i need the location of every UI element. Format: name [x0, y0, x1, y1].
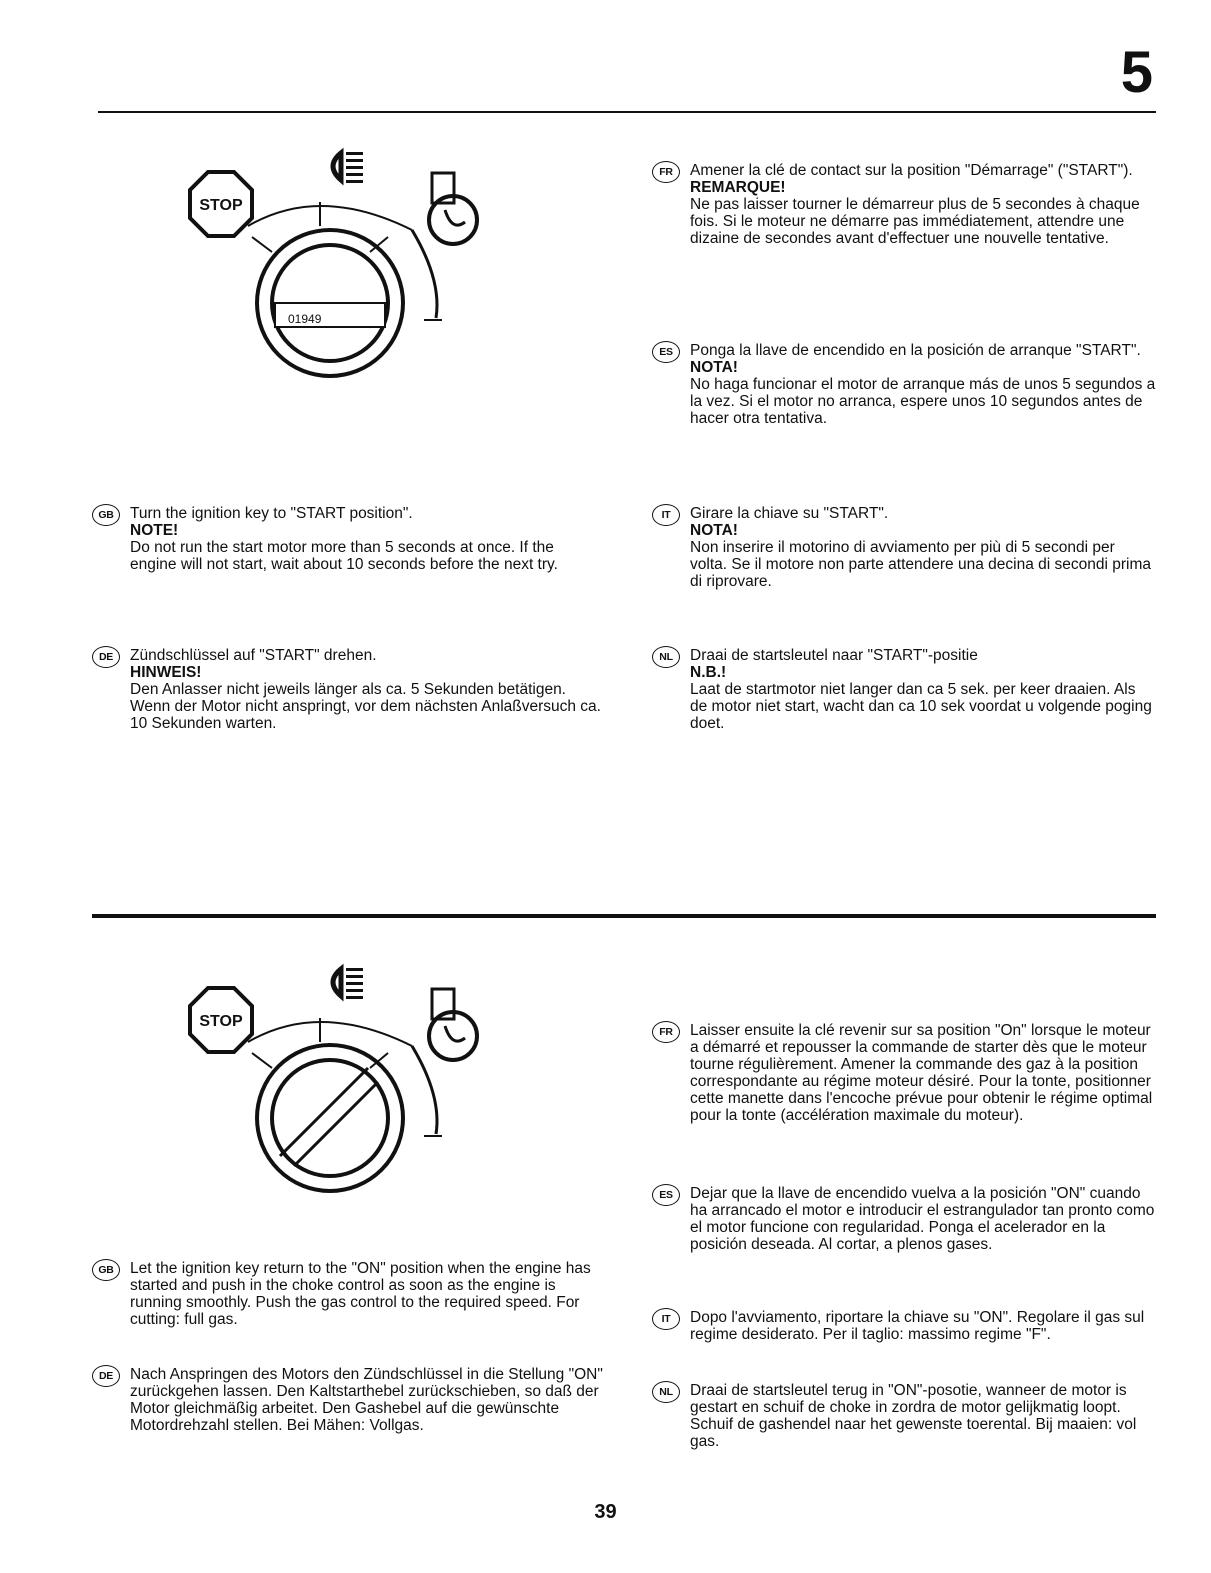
- engine-start-icon: [429, 989, 477, 1060]
- de-instruction: Zündschlüssel auf "START" drehen.: [130, 647, 377, 664]
- lang-badge-nl: NL: [652, 1381, 680, 1403]
- lang-badge-nl: NL: [652, 646, 680, 668]
- lang-badge-gb: GB: [92, 504, 120, 526]
- top-rule: [98, 111, 1156, 113]
- section-bottom-gb: [92, 1260, 604, 1328]
- gb-note-heading: NOTE!: [130, 522, 179, 540]
- stop-sign-icon: [190, 988, 252, 1052]
- section-top-fr: [652, 162, 1156, 247]
- svg-text:STOP: STOP: [199, 197, 243, 214]
- lang-badge-de: DE: [92, 1365, 120, 1387]
- svg-text:STOP: STOP: [199, 1013, 243, 1030]
- section-top-nl: [652, 647, 1156, 732]
- it-instruction: Girare la chiave su "START".: [690, 505, 889, 522]
- gb-note-text: Do not run the start motor more than 5 seconds at once. If the engine will not start, wait about 10 seconds before the next try.: [130, 539, 558, 574]
- lang-badge-it: IT: [652, 504, 680, 526]
- figure-code-label: 01949: [288, 312, 322, 326]
- lang-badge-de: DE: [92, 646, 120, 668]
- de-text: Nach Anspringen des Motors den Zündschlüssel in die Stellung "ON" zurückgehen lassen. Den Kaltstarthebel zurückschieben, so daß der Motor gleichmäßig arbeitet. Den Gashebel auf die gewünschte Motordrehzahl stellen. Bei Mähen: Vollgas.: [130, 1366, 603, 1435]
- section-top-it: [652, 505, 1156, 590]
- section-bottom-es: [652, 1185, 1156, 1253]
- gb-text: Let the ignition key return to the "ON" position when the engine has started and push in the choke control as soon as the engine is running smoothly. Push the gas control to the required speed. For cutting: full gas.: [130, 1260, 591, 1329]
- section-bottom-nl: [652, 1382, 1156, 1450]
- lang-badge-it: IT: [652, 1308, 680, 1330]
- it-note-heading: NOTA!: [690, 522, 738, 540]
- nl-note-heading: N.B.!: [690, 664, 727, 682]
- section-divider: [92, 914, 1156, 918]
- engine-start-icon: [429, 173, 477, 244]
- gb-instruction: Turn the ignition key to "START position".: [130, 505, 413, 522]
- de-note-text: Den Anlasser nicht jeweils länger als ca. 5 Sekunden betätigen. Wenn der Motor nicht anspringt, vor dem nächsten Anlaßversuch ca. 10 Sekunden warten.: [130, 681, 601, 733]
- section-bottom-de: [92, 1366, 604, 1434]
- page-number: 39: [594, 1501, 617, 1523]
- es-instruction: Ponga la llave de encendido en la posición de arranque "START".: [690, 342, 1141, 359]
- section-top-de: [92, 647, 604, 732]
- lang-badge-es: ES: [652, 1184, 680, 1206]
- fr-note-heading: REMARQUE!: [690, 179, 786, 197]
- section-bottom-fr: [652, 1022, 1156, 1124]
- lang-badge-es: ES: [652, 341, 680, 363]
- headlight-icon: [333, 152, 363, 183]
- stop-sign-icon: [190, 172, 252, 236]
- ignition-switch-on-figure: [180, 958, 490, 1208]
- fr-instruction: Amener la clé de contact sur la position "Démarrage" ("START").: [690, 162, 1133, 179]
- es-note-text: No haga funcionar el motor de arranque más de unos 5 segundos a la vez. Si el motor no arranca, espere unos 10 segundos antes de hacer otra tentativa.: [690, 376, 1156, 428]
- it-text: Dopo l'avviamento, riportare la chiave su "ON". Regolare il gas sul regime desiderato. Per il taglio: massimo regime "F".: [690, 1309, 1145, 1344]
- de-note-heading: HINWEIS!: [130, 664, 202, 682]
- lang-badge-fr: FR: [652, 1021, 680, 1043]
- es-text: Dejar que la llave de encendido vuelva a la posición "ON" cuando ha arrancado el motor e introducir el estrangulador tan pronto como el motor funcione con regularidad. Ponga el acelerador en la posición deseada. Al cortar, a plenos gases.: [690, 1185, 1155, 1254]
- section-bottom-it: [652, 1309, 1156, 1343]
- headlight-icon: [333, 968, 363, 999]
- fr-text: Laisser ensuite la clé revenir sur sa position "On" lorsque le moteur a démarré et repousser la commande de starter dès que le moteur tourne régulièrement. Amener la commande des gaz à la position correspondante au régime moteur désiré. Pour la tonte, positionner cette manette dans l'encoche prévue pour obtenir le régime optimal pour la tonte (accélération maximale du moteur).: [690, 1022, 1153, 1125]
- fr-note-text: Ne pas laisser tourner le démarreur plus de 5 secondes à chaque fois. Si le moteur ne démarre pas immédiatement, attendre une dizaine de secondes avant d'effectuer une nouvelle tentative.: [690, 196, 1140, 248]
- nl-text: Draai de startsleutel terug in "ON"-posotie, wanneer de motor is gestart en schuif de choke in zordra de motor gelijkmatig loopt. Schuif de gashendel naar het gewenste toerental. Bij maaien: vol gas.: [690, 1382, 1137, 1451]
- it-note-text: Non inserire il motorino di avviamento per più di 5 secondi per volta. Se il motore non parte attendere una decina di secondi prima di riprovare.: [690, 539, 1151, 591]
- nl-note-text: Laat de startmotor niet langer dan ca 5 sek. per keer draaien. Als de motor niet start, wacht dan ca 10 sek voordat u volgende poging doet.: [690, 681, 1152, 733]
- es-note-heading: NOTA!: [690, 359, 738, 377]
- section-top-gb: [92, 505, 604, 573]
- lang-badge-gb: GB: [92, 1259, 120, 1281]
- ignition-switch-start-figure: [180, 140, 490, 390]
- nl-instruction: Draai de startsleutel naar "START"-positie: [690, 647, 978, 664]
- chapter-number: 5: [1120, 40, 1153, 105]
- section-top-es: [652, 342, 1156, 427]
- lang-badge-fr: FR: [652, 161, 680, 183]
